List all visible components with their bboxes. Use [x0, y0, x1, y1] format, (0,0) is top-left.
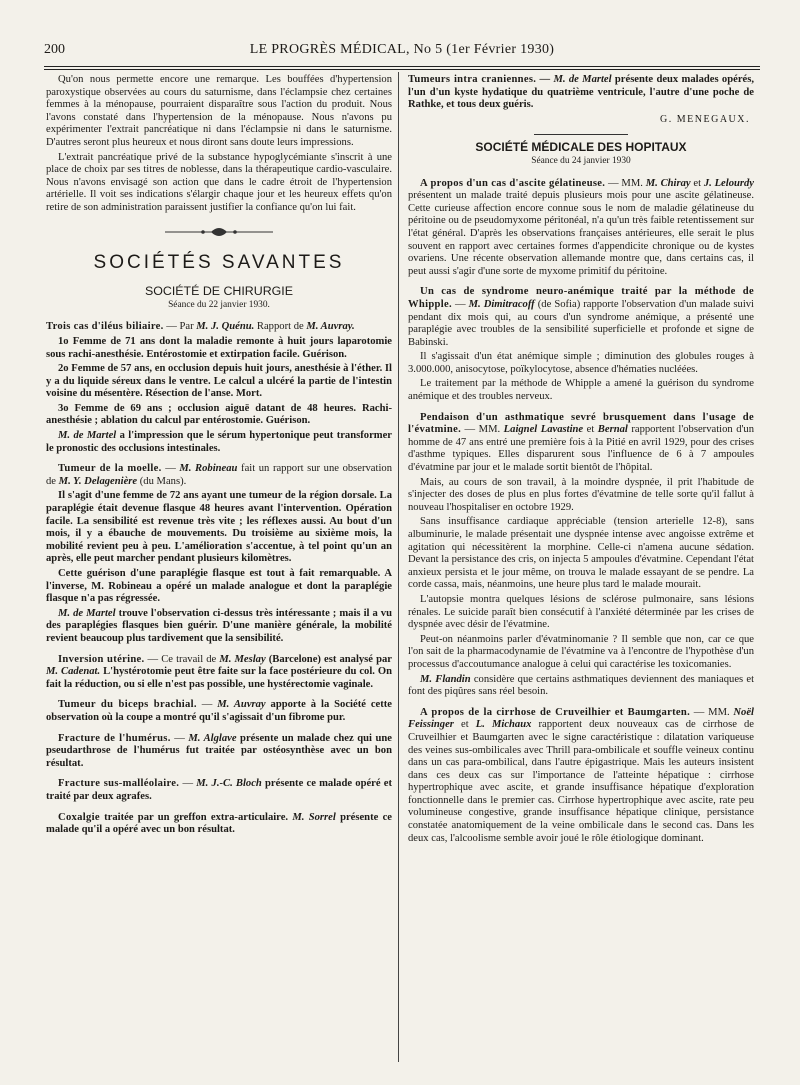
article-text: — MM. — [605, 177, 646, 189]
article-text: — MM. — [461, 424, 504, 436]
article-text: (du Mans). — [137, 475, 187, 487]
article-text: rapportent deux nouveaux cas de cirrhose de Cruveilhier et Baumgarten avec le signe caractéristique : dilatation variqueuse des veines sus-ombilicales avec Thrill para-ombilicale et souffle veineux continu dans un cas para-ombilical, dans l'autre épigastrique. Mais les auteurs insistent dans ces deux cas sur l'importance de l'atteinte hépatique : cirrhose hypertrophique avec ascite, et grande insuffisance hépatique d'exploration fonctionnelle dans le premier cas. Cirrhose hypertrophique avec ascite, rate peu volumineuse congestive, grande insuffisance hépatique clinique, persistance constatée anatomiquement de la veine ombilicale dans le second cas. Dans les deux cas, l'alcoolisme semble avoir joué le rôle étiologique dominant. — [408, 719, 754, 844]
page-number: 200 — [44, 42, 65, 57]
article-whipple — [408, 286, 754, 349]
article-text: — — [161, 463, 180, 475]
article-text: rapportent l'observation d'un homme de 47 ans entré une première fois à la Pitié en avril 1929, pour des crises d'asthme typiques. Elles disparurent sous l'influence de 6 à 7 ampoules d'évatmine par jour et le malade sortit bientôt de l'hôpital. — [408, 424, 754, 474]
article-title: Fracture sus-malléolaire. — [58, 778, 180, 790]
ornament-divider — [46, 223, 392, 243]
running-title: LE PROGRÈS MÉDICAL, No 5 (1er Février 1930) — [249, 42, 555, 57]
article-title: Inversion utérine. — [58, 653, 145, 665]
article-inversion — [46, 654, 392, 692]
article-text: — MM. — [690, 706, 734, 718]
author-name: M. de Martel — [553, 74, 612, 85]
article-title: A propos de la cirrhose de Cruveilhier et Baumgarten. — [420, 706, 691, 718]
article-body: L'autopsie montra quelques lésions de sclérose pulmonaire, sans lésions rénales. Le suicide paraît bien consécutif à l'anxiété déterminée par les crises de dyspnée avec désir de l'évatmine. — [408, 593, 754, 631]
short-rule — [534, 134, 628, 135]
article-text: présente deux malades opérés, l'un d'un kyste hydatique du quatrième ventricule, l'autre d'une poche de Rathke, et tous deux guéris. — [408, 74, 755, 111]
author-name: M. Auvray — [217, 699, 266, 711]
header-rule-top — [44, 66, 760, 67]
article-title: Fracture de l'humérus. — [58, 732, 171, 744]
header-rule-bottom — [44, 69, 760, 70]
article-evatmine — [408, 412, 754, 475]
article-body: Sans insuffisance cardiaque appréciable (tension arterielle 12-8), sans albuminurie, le malade présentait une dyspnée intense avec angoisse extrême et agitation qui nécessitèrent la morphine. Celle-ci n'amena aucune sédation. Devant la persistance des cris, on injecta 5 ampoules d'évatmine. Cependant l'état anxieux persista et le jour même, on trouva le malade essayant de se pendre. La corde cassa, mais, néanmoins, une heure plus tard le malade mourait. — [408, 516, 754, 591]
article-text: traitée par un greffon extra-articulaire. — [99, 811, 293, 823]
article-ileus — [46, 321, 392, 334]
article-text: présente ce malade qu'il a opéré avec un bon résultat. — [46, 811, 392, 836]
society-heading: SOCIÉTÉ MÉDICALE DES HOPITAUX — [475, 140, 687, 155]
article-text: (Barcelone) est analysé par — [265, 653, 392, 665]
article-body: Cette guérison d'une paraplégie flasque est tout à fait remarquable. A l'inverse, M. Robineau a opéré un malade analogue et dont la paraplégie flasque n'a pas régressée. — [46, 568, 392, 605]
article-title: Tumeurs intra craniennes. — [408, 74, 537, 85]
author-name: M. Meslay — [219, 653, 266, 665]
article-text: — — [536, 74, 554, 85]
article-text: — — [196, 699, 218, 711]
author-name: M. Chiray — [645, 177, 691, 189]
society-heading: SOCIÉTÉ DE CHIRURGIE — [144, 284, 294, 299]
article-humerus — [46, 733, 392, 771]
article-cirrhose — [408, 707, 754, 846]
author-name: J. Lelourdy — [703, 177, 755, 189]
article-biceps — [46, 699, 392, 724]
article-text: apporte à la Société cette observation où la coupe a montré qu'il s'agissait d'un fibrome pur. — [46, 699, 392, 723]
article-text: fait un rapport sur une observation de — [46, 463, 392, 487]
author-name: M. Alglave — [188, 732, 237, 744]
author-name: M. de Martel — [58, 430, 117, 442]
column-divider — [398, 72, 399, 1062]
article-text: et — [583, 424, 598, 436]
author-name: Noël Feissinger — [408, 706, 754, 731]
article-title: Un cas de syndrome neuro-anémique traité par la méthode de Whipple. — [408, 286, 754, 310]
case-item: 1o Femme de 71 ans dont la maladie remonte à huit jours laparotomie sous rachi-anesthésie. Entérostomie et extirpation facile. Guérison. — [46, 335, 392, 360]
seance-date: Séance du 22 janvier 1930. — [168, 299, 270, 310]
author-name: M. J. Quénu. — [196, 321, 255, 333]
article-text: présente un malade chez qui une pseudarthrose de l'humérus fut traitée par ostéosynthèse avec un bon résultat. — [46, 732, 392, 769]
article-text: et — [453, 719, 476, 731]
right-column — [408, 74, 754, 847]
article-body: Il s'agissait d'un état anémique simple ; diminution des globules rouges à 3.000.000, anisocytose, poïkylocytose, absence d'hématies nucléées. — [408, 351, 754, 375]
article-title: A propos d'un cas d'ascite gélatineuse. — [420, 177, 606, 189]
author-name: M. de Martel — [58, 607, 116, 619]
author-name: Bernal — [597, 424, 628, 436]
section-title: SOCIÉTÉS SAVANTES — [93, 251, 345, 273]
comment — [46, 608, 392, 646]
article-text: — — [179, 778, 197, 790]
article-text: et — [690, 177, 704, 189]
article-title: Pendaison d'un asthmatique sevré brusquement dans l'usage de l'évatmine. — [408, 411, 754, 436]
intro-paragraph-1: Qu'on nous permette encore une remarque. Les bouffées d'hypertension paroxystique observées au cours du saturnisme, dans l'éclampsie chez certaines femmes à la ménopause, pourraient disparaître sous l'action du produit. Nous l'avons constaté dans l'hypertension de la ménopause. Nous n'avons pu expérimenter l'extrait pancréatique ni dans l'éclampsie ni dans le saturnisme. D'autres seront plus heureux et nous diront sans doute leurs impressions. — [46, 74, 392, 148]
seance-date: Séance du 24 janvier 1930 — [531, 155, 631, 166]
author-name: M. Y. Delagenière — [58, 475, 138, 487]
author-name: M. Robineau — [179, 463, 238, 475]
author-name: M. Sorrel — [292, 811, 336, 823]
article-text: — Ce travail de — [144, 653, 220, 665]
article-text: (de Sofia) rapporte l'observation d'un malade suivi pendant dix mois qui, au cours d'un syndrome anémique, a présenté une paraplégie avec troubles de la sensibilité superficielle et profonde et signe de Babinski. — [408, 298, 755, 348]
article-text: — Par — [163, 321, 197, 333]
article-body: Le traitement par la méthode de Whipple a amené la guérison du syndrome anémique et des troubles nerveux. — [408, 378, 754, 403]
intro-paragraph-2: L'extrait pancréatique privé de la substance hypoglycémiante s'inscrit à une place de choix par ses titres de noblesse, dans la thérapeutique cardio-vasculaire. Nous n'avons envisagé son action que dans le cadre étroit de l'hypertension artérielle. Il voit ses indications s'élargir chaque jour et les heureux effets qu'on retire de son administration paraissent justifier la confiance qu'on lui fait. — [46, 151, 392, 213]
left-column — [46, 74, 392, 839]
article-text: présente ce malade opéré et traité par deux agrafes. — [46, 778, 393, 802]
article-ascite — [408, 178, 754, 279]
comment-text: a l'impression que le sérum hypertonique peut transformer le pronostic des occlusions intestinales. — [46, 430, 392, 454]
article-body: Peut-on néanmoins parler d'évatminomanie ? Il semble que non, car ce que l'on sait de la pharmacodynamie de l'évatmine va à l'encontre de l'hypothèse d'un processus d'accoutumance analogue à celui qui caractérise les toxicomanies. — [408, 633, 754, 670]
article-text: Rapport de — [254, 321, 307, 333]
comment — [46, 430, 392, 455]
article-title: Coxalgie — [58, 811, 100, 823]
comment — [408, 674, 754, 699]
comment-text: considère que certains asthmatiques deviennent des maniaques et font des piqûres sans réel besoin. — [408, 673, 755, 698]
article-body: Mais, au cours de son travail, à la moindre dyspnée, il prit l'habitude de s'injecter des doses de plus en plus fortes d'évatmine de telle sorte qu'il fallut à nouveau l'hospitaliser en octobre 1929. — [408, 476, 754, 513]
case-item: 2o Femme de 57 ans, en occlusion depuis huit jours, anesthésie à l'éther. Il y a du liquide séreux dans le ventre. Le calcul a ulcéré la partie de l'intestin voisine du mésentère. Résection de l'anse. Mort. — [46, 363, 392, 400]
article-text: présentent un malade traité depuis plusieurs mois pour une ascite gélatineuse. Cette curieuse affection encore connue sous le nom de maladie gélatineuse du péritoine ou de pseudomyxome péritonéal, n'a qu'un très faible retentissement sur l'état général. D'après les observations françaises antérieures, elle serait le plus souvent en rapport avec certaines formes d'appendicite chronique ou de kystes ovariens. Une récente observation allemande montre que, dans certains cas, il peut aussi s'agir d'une sorte de myxome primitif du péritoine. — [408, 190, 754, 277]
article-body: Il s'agit d'une femme de 72 ans ayant une tumeur de la région dorsale. La paraplégie était devenue flasque 48 heures avant l'intervention. Opération facile. La sensibilité est revenue très vite ; les réflexes aussi. Au bout d'un mois, il y a ébauche de mouvements. Du troisième au sixième mois, la mobilité revient peu à peu. L'amélioration s'accentue, à tel point qu'un an après, elle peut marcher pendant plusieurs kilomètres. — [46, 490, 392, 565]
case-item: 3o Femme de 69 ans ; occlusion aiguë datant de 48 heures. Rachi-anesthésie ; ablation du calcul par entérostomie. Guérison. — [46, 402, 392, 427]
article-moelle — [46, 463, 392, 488]
article-title: Tumeur du biceps brachial. — [58, 699, 197, 711]
article-title: Tumeur de la moelle. — [58, 463, 162, 475]
author-name: L. Michaux — [475, 719, 532, 731]
page-header — [44, 42, 760, 64]
article-text: — — [451, 298, 469, 310]
article-title: Trois cas d'iléus biliaire. — [46, 321, 164, 333]
author-name: Laignel Lavastine — [503, 424, 584, 436]
article-coxalgie — [46, 812, 392, 837]
article-tumeurs-craniennes — [408, 74, 754, 112]
article-malleolaire — [46, 778, 392, 803]
author-name: M. Cadenat. — [46, 666, 101, 678]
author-name: M. Auvray. — [306, 321, 355, 333]
author-name: M. Flandin — [420, 673, 471, 685]
author-name: M. J.-C. Bloch — [196, 778, 262, 790]
article-text: — — [170, 732, 189, 744]
author-name: M. Dimitracoff — [468, 298, 535, 310]
article-text: L'hystérotomie peut être faite sur la face postérieure du col. On fait la réduction, ou si elle n'est pas possible, une hystérectomie vaginale. — [46, 666, 393, 690]
signature: G. MENEGAUX. — [660, 113, 750, 125]
comment-text: trouve l'observation ci-dessus très intéressante ; mais il a vu des paraplégies flasques bien guérir. D'une manière générale, la mobilité revient beaucoup plus tardivement que la sensibilité. — [46, 607, 392, 644]
